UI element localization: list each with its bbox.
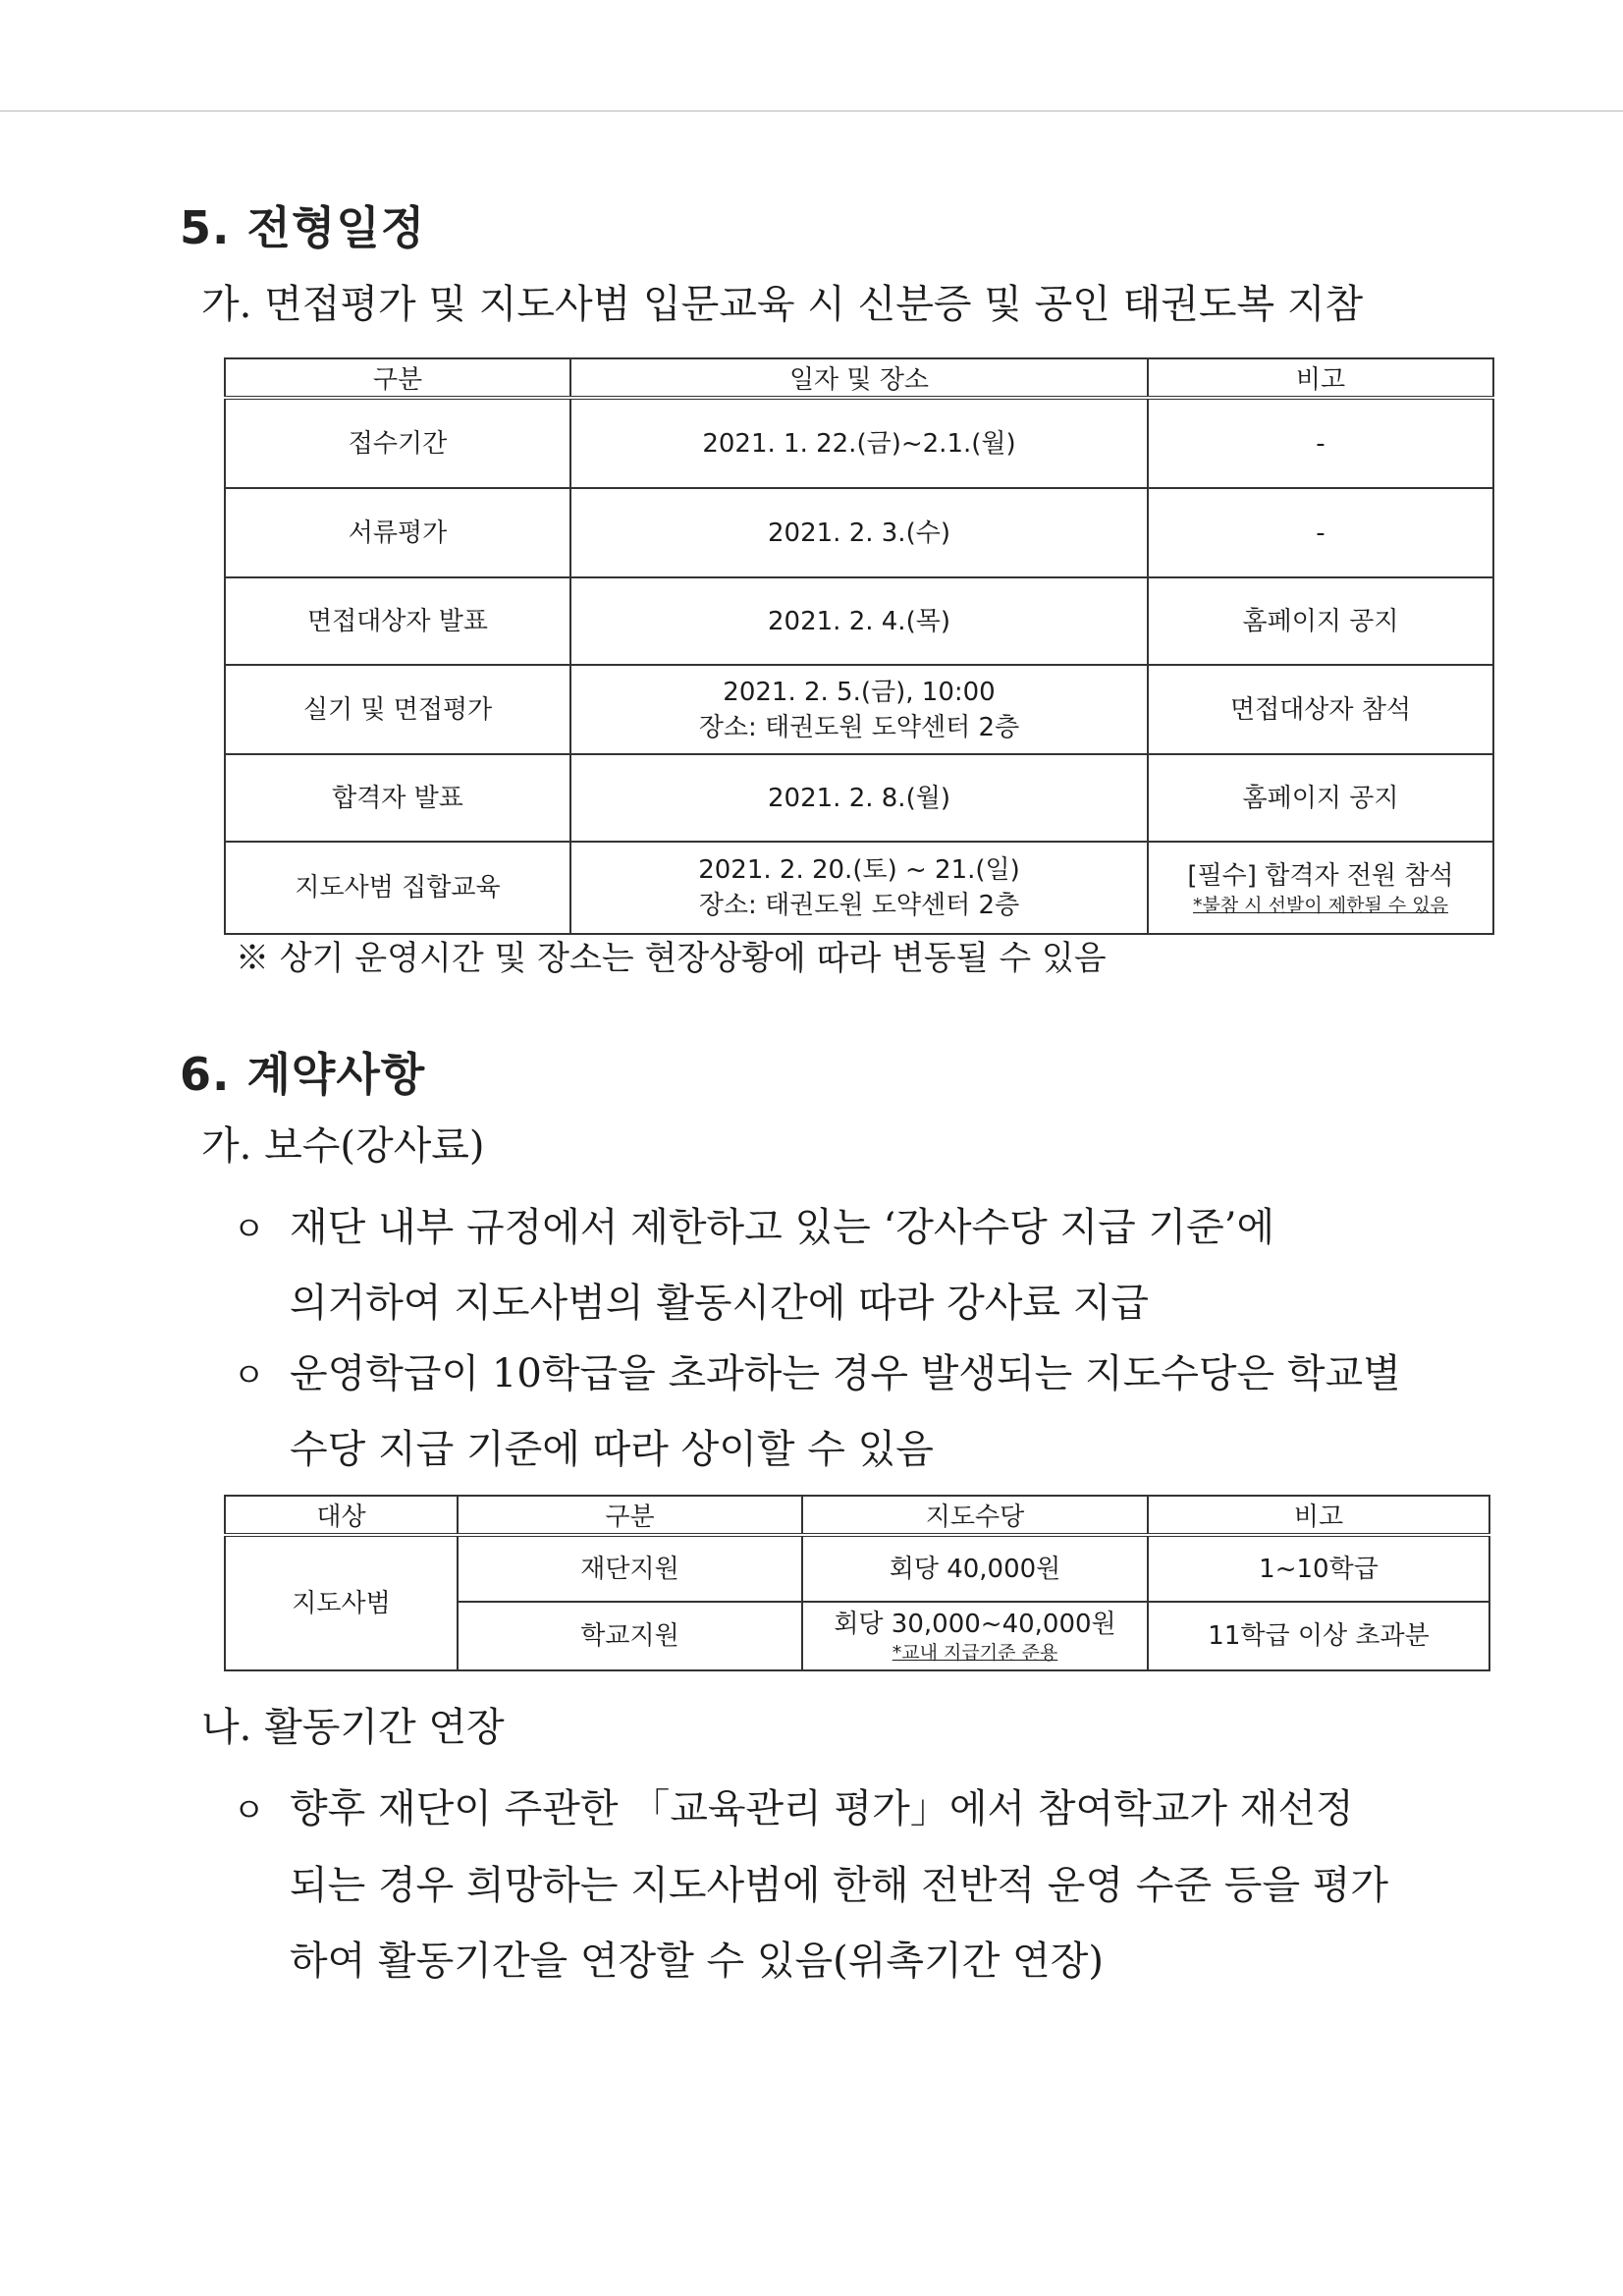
row-division: 학교지원 — [458, 1602, 802, 1670]
section-5-title: 5. 전형일정 — [180, 201, 426, 254]
bullet-2-line-2: 수당 지급 기준에 따라 상이할 수 있음 — [290, 1427, 934, 1472]
bullet-1-line-2: 의거하여 지도사범의 활동시간에 따라 강사료 지급 — [290, 1281, 1150, 1326]
row-note: - — [1148, 398, 1493, 488]
table-row — [225, 577, 1493, 665]
row-date: 2021. 1. 22.(금)~2.1.(월) — [570, 398, 1148, 488]
row-place: 장소: 태권도원 도약센터 2층 — [698, 712, 1020, 742]
table-row — [225, 665, 1493, 754]
section-6-item-na: 나. 활동기간 연장 — [201, 1705, 505, 1750]
bullet-3-line-2: 되는 경우 희망하는 지도사범에 한해 전반적 운영 수준 등을 평가 — [290, 1863, 1389, 1908]
row-place: 장소: 태권도원 도약센터 2층 — [698, 891, 1020, 920]
row-target: 지도사범 — [225, 1535, 458, 1670]
row-category: 접수기간 — [225, 398, 570, 488]
row-note: - — [1148, 488, 1493, 577]
row-note: 11학급 이상 초과분 — [1148, 1602, 1489, 1670]
section-5-item-ga: 가. 면접평가 및 지도사범 입문교육 시 신분증 및 공인 태권도복 지참 — [201, 282, 1364, 327]
bullet-1-line-1: 재단 내부 규정에서 제한하고 있는 ‘강사수당 지급 기준’에 — [290, 1205, 1275, 1250]
table-row — [225, 754, 1493, 842]
header-note: 비고 — [1148, 358, 1493, 398]
bullet-2-line-1: 운영학급이 10학급을 초과하는 경우 발생되는 지도수당은 학교별 — [290, 1351, 1401, 1396]
row-division: 재단지원 — [458, 1535, 802, 1602]
bullet-marker: ㅇ — [233, 1356, 265, 1395]
allowance-table — [224, 1495, 1490, 1671]
header-target: 대상 — [225, 1496, 458, 1535]
row-note — [1148, 842, 1493, 934]
bullet-3-line-3: 하여 활동기간을 연장할 수 있음(위촉기간 연장) — [290, 1939, 1104, 1984]
table-row — [225, 488, 1493, 577]
row-category: 실기 및 면접평가 — [225, 665, 570, 754]
row-date-place — [570, 842, 1148, 934]
row-date: 2021. 2. 4.(목) — [570, 577, 1148, 665]
header-category: 구분 — [225, 358, 570, 398]
schedule-table — [224, 357, 1494, 935]
bullet-3-line-1: 향후 재단이 주관한 「교육관리 평가」에서 참여학교가 재선정 — [290, 1786, 1354, 1831]
row-date-place — [570, 665, 1148, 754]
row-note: 홈페이지 공지 — [1148, 577, 1493, 665]
table-row — [225, 1535, 1489, 1602]
row-note-main: [필수] 합격자 전원 참석 — [1187, 861, 1454, 891]
row-category: 합격자 발표 — [225, 754, 570, 842]
row-note: 면접대상자 참석 — [1148, 665, 1493, 754]
row-note-sub: *불참 시 선발이 제한될 수 있음 — [1193, 895, 1448, 916]
allowance-table-header — [225, 1496, 1489, 1535]
bullet-marker: ㅇ — [233, 1210, 265, 1249]
section-5-footnote: ※ 상기 운영시간 및 장소는 현장상황에 따라 변동될 수 있음 — [236, 939, 1107, 978]
section-6-item-ga: 가. 보수(강사료) — [201, 1123, 485, 1169]
row-date: 2021. 2. 20.(토) ~ 21.(일) — [698, 855, 1020, 885]
bullet-marker: ㅇ — [233, 1791, 265, 1831]
row-amount: 회당 40,000원 — [802, 1535, 1148, 1602]
row-amount: 회당 30,000~40,000원 — [834, 1610, 1116, 1639]
row-note: 1~10학급 — [1148, 1535, 1489, 1602]
page-top-rule — [0, 110, 1623, 112]
row-amount-sub: *교내 지급기준 준용 — [892, 1642, 1058, 1664]
table-row — [225, 398, 1493, 488]
header-note: 비고 — [1148, 1496, 1489, 1535]
row-category: 지도사범 집합교육 — [225, 842, 570, 934]
header-amount: 지도수당 — [802, 1496, 1148, 1535]
schedule-table-header — [225, 358, 1493, 398]
row-date: 2021. 2. 3.(수) — [570, 488, 1148, 577]
table-row — [225, 842, 1493, 934]
row-amount-cell — [802, 1602, 1148, 1670]
section-6-title: 6. 계약사항 — [180, 1048, 426, 1101]
header-division: 구분 — [458, 1496, 802, 1535]
row-date: 2021. 2. 8.(월) — [570, 754, 1148, 842]
row-date: 2021. 2. 5.(금), 10:00 — [723, 677, 996, 707]
header-date-place: 일자 및 장소 — [570, 358, 1148, 398]
row-note: 홈페이지 공지 — [1148, 754, 1493, 842]
row-category: 면접대상자 발표 — [225, 577, 570, 665]
row-category: 서류평가 — [225, 488, 570, 577]
